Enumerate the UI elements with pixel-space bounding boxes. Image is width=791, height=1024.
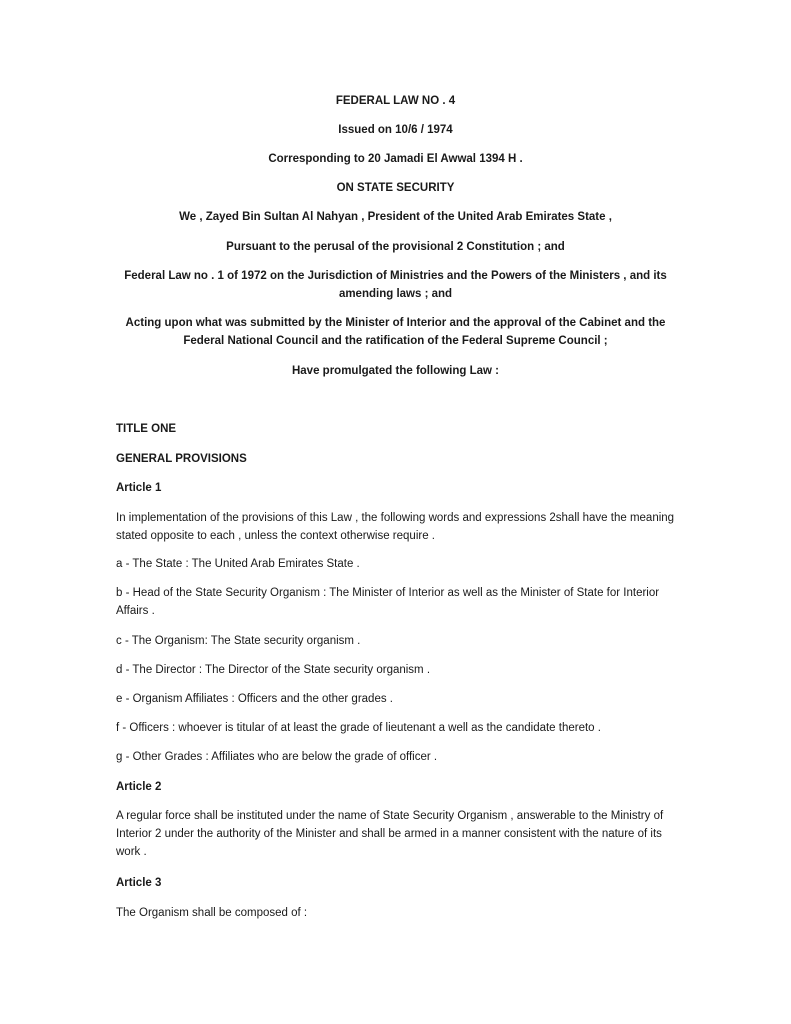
article-1-heading: Article 1 bbox=[116, 482, 162, 494]
definition-item: c - The Organism: The State security organism . bbox=[116, 635, 361, 647]
article-2-text: A regular force shall be instituted under the name of State Security Organism , answerable to the Ministry of Interior 2 under the authority of the Minister and shall be armed in a manner consistent with the nature of its work . bbox=[116, 810, 664, 858]
preamble-federal-law: Federal Law no . 1 of 1972 on the Jurisdiction of Ministries and the Powers of the Ministers , and its amending laws ; and bbox=[124, 270, 667, 300]
definition-item: e - Organism Affiliates : Officers and the other grades . bbox=[116, 693, 393, 705]
preamble-pursuant: Pursuant to the perusal of the provisional 2 Constitution ; and bbox=[226, 241, 565, 253]
definition-item: d - The Director : The Director of the State security organism . bbox=[116, 664, 431, 676]
preamble-promulgated: Have promulgated the following Law : bbox=[291, 365, 499, 377]
article-3-heading: Article 3 bbox=[116, 877, 162, 889]
definition-item: a - The State : The United Arab Emirates State . bbox=[116, 558, 360, 570]
law-title: FEDERAL LAW NO . 4 bbox=[335, 95, 456, 107]
issued-date: Issued on 10/6 / 1974 bbox=[338, 124, 453, 136]
preamble-we: We , Zayed Bin Sultan Al Nahyan , President of the United Arab Emirates State , bbox=[179, 211, 612, 223]
definition-item: g - Other Grades : Affiliates who are below the grade of officer . bbox=[116, 751, 438, 763]
article-1-intro: In implementation of the provisions of this Law , the following words and expressions 2shall have the meaning stated opposite to each , unless the context otherwise require . bbox=[116, 512, 675, 542]
title-one-heading: TITLE ONE bbox=[116, 423, 177, 435]
law-subject: ON STATE SECURITY bbox=[336, 182, 455, 194]
corresponding-date: Corresponding to 20 Jamadi El Awwal 1394 H . bbox=[268, 153, 523, 165]
preamble-acting-upon: Acting upon what was submitted by the Minister of Interior and the approval of the Cabinet and the Federal National Council and the ratification of the Federal Supreme Council ; bbox=[125, 317, 666, 347]
definition-item: f - Officers : whoever is titular of at least the grade of lieutenant a well as the candidate thereto . bbox=[116, 722, 601, 734]
definition-item: b - Head of the State Security Organism : The Minister of Interior as well as the Minister of State for Interior Affairs . bbox=[116, 587, 660, 617]
article-3-text: The Organism shall be composed of : bbox=[116, 907, 308, 919]
article-2-heading: Article 2 bbox=[116, 781, 162, 793]
general-provisions-heading: GENERAL PROVISIONS bbox=[116, 453, 247, 465]
